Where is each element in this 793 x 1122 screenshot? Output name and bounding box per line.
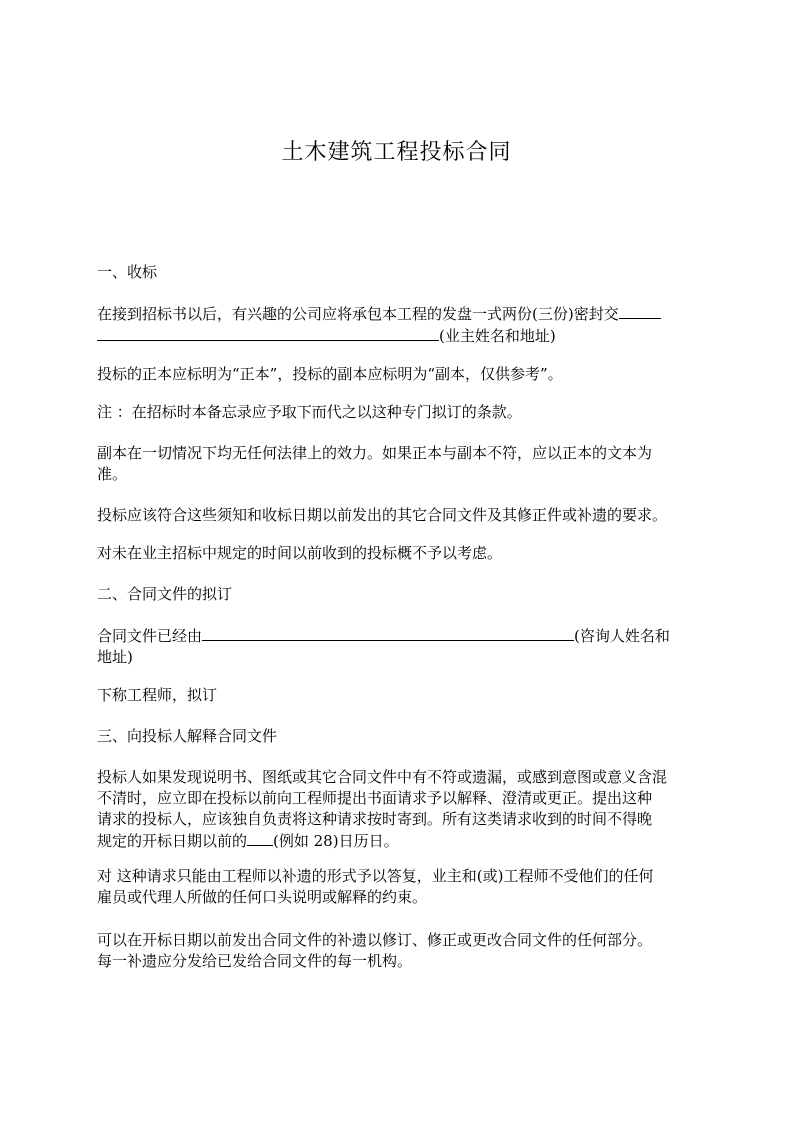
fill-in-blank [202,625,574,641]
paragraph-engineer: 下称工程师，拟订 [97,686,218,704]
fill-in-blank [247,830,273,846]
paragraph-copy-validity [97,443,702,485]
section-heading-interpretation: 三、向投标人解释合同文件 [97,727,278,745]
paragraph-text: (咨询人姓名和 [574,627,670,645]
paragraph-addendum-reply [97,866,702,908]
section-heading-receiving-bids: 一、收标 [97,263,158,281]
paragraph-text: 可以在开标日期以前发出合同文件的补遗以修订、修正或更改合同文件的任何部分。 [97,931,653,949]
paragraph-late-bids: 对未在业主招标中规定的时间以前收到的投标概不予以考虑。 [97,544,503,562]
paragraph-text: 对 这种请求只能由工程师以补遗的形式予以答复，业主和(或)工程师不受他们的任何 [97,867,654,885]
paragraph-submission [97,303,702,347]
paragraph-drafted-by [97,625,702,668]
paragraph-note: 注 ：在招标时本备忘录应予取下而代之以这种专门拟订的条款。 [97,403,522,421]
paragraph-text: 不清时，应立即在投标以前向工程师提出书面请求予以解释、澄清或更正。提出这种 [97,789,653,807]
fill-in-blank [97,325,439,341]
paragraph-text: 每一补遗应分发给已发给合同文件的每一机构。 [97,952,413,970]
paragraph-marking: 投标的正本应标明为“正本”，投标的副本应标明为“副本，仅供参考”。 [97,365,563,383]
paragraph-text: 副本在一切情况下均无任何法律上的效力。如果正本与副本不符，应以正本的文本为 [97,444,653,462]
paragraph-text: (例如 28)日历日。 [273,832,399,850]
paragraph-text: 请求的投标人，应该独自负责将这种请求按时寄到。所有这类请求收到的时间不得晚 [97,810,653,828]
document-title: 土木建筑工程投标合同 [281,140,512,165]
paragraph-text: 准。 [97,465,128,483]
paragraph-text: 规定的开标日期以前的 [97,832,248,850]
section-heading-drafting: 二、合同文件的拟订 [97,585,233,603]
paragraph-addendum-issue [97,930,702,972]
fill-in-blank [619,303,661,319]
paragraph-text: (业主姓名和地址) [439,327,556,345]
paragraph-text: 合同文件已经由 [97,627,203,645]
paragraph-text: 地址) [97,648,133,666]
paragraph-text: 在接到招标书以后，有兴趣的公司应将承包本工程的发盘一式两份(三份)密封交 [97,305,619,323]
paragraph-clarification-request [97,767,702,852]
paragraph-text: 雇员或代理人所做的任何口头说明或解释的约束。 [97,888,428,906]
paragraph-compliance: 投标应该符合这些须知和收标日期以前发出的其它合同文件及其修正件或补遗的要求。 [97,506,668,524]
paragraph-text: 投标人如果发现说明书、图纸或其它合同文件中有不符或遗漏，或感到意图或意义含混 [97,768,668,786]
